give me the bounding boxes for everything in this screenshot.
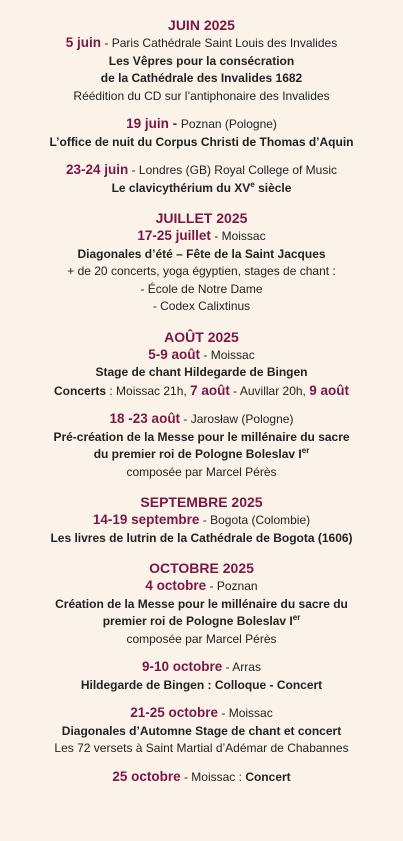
event-title: Stage de chant Hildegarde de Bingen xyxy=(95,365,308,379)
event-18-23-aout xyxy=(4,410,399,481)
event-23-24-juin xyxy=(4,161,399,197)
event-place: - Londres (GB) Royal College of Music xyxy=(128,163,338,177)
event-25-octobre xyxy=(4,768,399,787)
event-title-text: siècle xyxy=(254,180,292,195)
event-title: Les Vêpres pour la consécration xyxy=(108,53,295,68)
event-date: 21-25 octobre xyxy=(130,705,219,720)
event-note: Les 72 versets à Saint Martial d’Adémar de Chabannes xyxy=(54,741,349,755)
event-place: - Poznan xyxy=(206,579,258,593)
event-note: - École de Notre Dame xyxy=(140,281,263,296)
event-title: de la Cathédrale des Invalides 1682 xyxy=(100,71,303,85)
event-place: - Moissac xyxy=(210,229,266,243)
event-date: 9 août xyxy=(309,382,349,398)
event-17-25-juillet xyxy=(4,227,399,316)
event-9-10-octobre xyxy=(4,658,399,694)
event-note: - Codex Calixtinus xyxy=(152,299,251,313)
concerts-label: Concerts xyxy=(54,383,107,398)
event-note: Réédition du CD sur l’antiphonaire des Invalides xyxy=(73,88,330,103)
event-date: 5 juin xyxy=(65,35,102,50)
event-title: Pré-création de la Messe pour le millénaire du sacre xyxy=(53,429,350,444)
event-4-octobre xyxy=(4,577,399,648)
event-date: 5-9 août xyxy=(148,346,201,362)
event-14-19-septembre xyxy=(4,511,399,547)
event-title: L’office de nuit du Corpus Christi de Thomas d’Aquin xyxy=(49,134,354,149)
month-heading-september: SEPTEMBRE 2025 xyxy=(140,494,263,510)
event-title-text: Le clavicythérium du XV xyxy=(111,180,251,195)
concerts-text: - Auvillar 20h, xyxy=(229,383,310,398)
event-title-text: du premier roi de Pologne Boleslav I xyxy=(93,447,302,461)
event-date: 19 juin - xyxy=(126,116,181,131)
event-place: Poznan (Pologne) xyxy=(180,117,277,131)
month-heading-june: JUIN 2025 xyxy=(168,17,235,33)
month-heading-august: AOÛT 2025 xyxy=(164,328,239,345)
event-title: Diagonales d’Automne Stage de chant et concert xyxy=(61,723,342,738)
event-title: Diagonales d’été – Fête de la Saint Jacques xyxy=(77,246,326,261)
event-place: - Bogota (Colombie) xyxy=(199,513,311,527)
event-note: composée par Marcel Pérès xyxy=(126,464,277,479)
event-21-25-octobre xyxy=(4,704,399,758)
superscript: e xyxy=(250,179,255,189)
event-date: 14-19 septembre xyxy=(92,512,200,527)
event-title: Concert xyxy=(245,769,291,784)
month-heading-july: JUILLET 2025 xyxy=(155,210,248,226)
concerts-text: : Moissac 21h, xyxy=(106,383,191,398)
event-19-juin xyxy=(4,115,399,151)
event-date: 7 août xyxy=(190,382,230,398)
event-place: - Moissac xyxy=(218,706,273,720)
event-date: 4 octobre xyxy=(145,578,207,593)
event-place: - Jarosław (Pologne) xyxy=(180,412,294,426)
event-place: - Arras xyxy=(222,660,261,674)
event-title xyxy=(4,180,399,198)
superscript: er xyxy=(292,613,301,622)
event-title: Création de la Messe pour le millénaire du sacre du xyxy=(55,596,348,611)
event-place: - Moissac xyxy=(200,347,255,362)
event-note: + de 20 concerts, yoga égyptien, stages de chant : xyxy=(67,264,336,278)
event-date: 18 -23 août xyxy=(109,411,181,426)
event-title xyxy=(4,613,399,631)
event-date: 17-25 juillet xyxy=(137,228,211,243)
event-title-text: premier roi de Pologne Boleslav I xyxy=(102,614,293,628)
event-5-9-aout xyxy=(4,346,399,401)
event-date: 9-10 octobre xyxy=(142,659,223,674)
event-place: - Moissac : xyxy=(180,769,246,784)
event-date: 23-24 juin xyxy=(65,162,129,177)
event-title xyxy=(4,446,399,464)
event-place: - Paris Cathédrale Saint Louis des Invalides xyxy=(101,36,338,50)
event-5-juin xyxy=(4,34,399,105)
event-title: Hildegarde de Bingen : Colloque - Concert xyxy=(80,677,323,692)
event-note: composée par Marcel Pérès xyxy=(126,631,277,646)
event-title: Les livres de lutrin de la Cathédrale de Bogota (1606) xyxy=(50,530,353,545)
superscript: er xyxy=(301,446,310,455)
month-heading-october: OCTOBRE 2025 xyxy=(149,560,254,576)
event-date: 25 octobre xyxy=(112,768,181,784)
